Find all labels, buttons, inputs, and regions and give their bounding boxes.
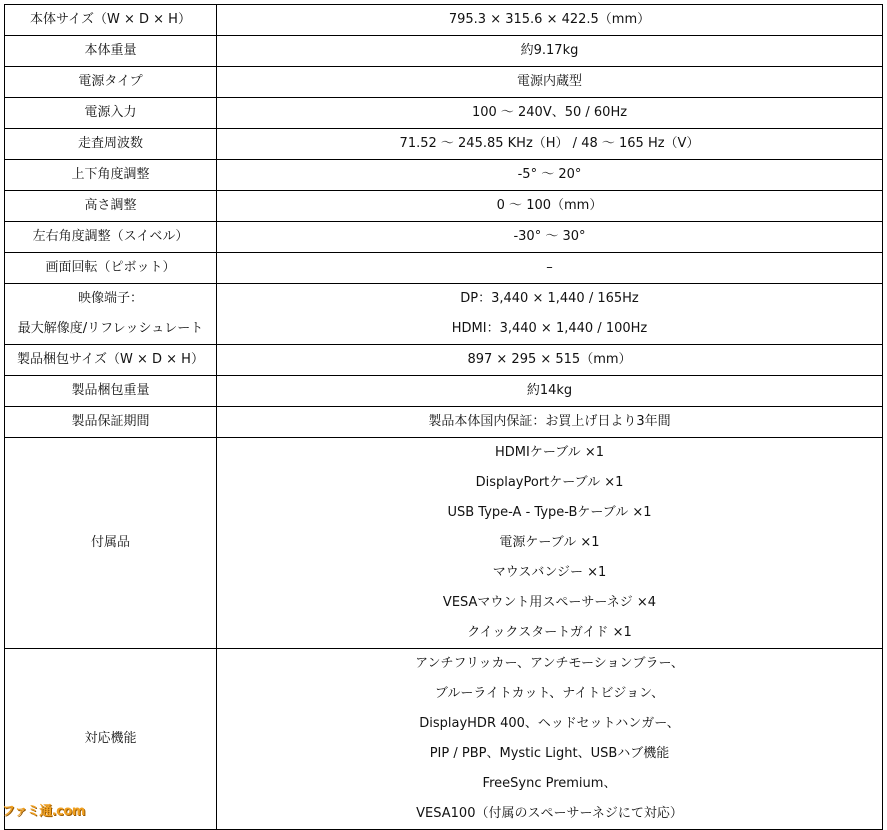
spec-value bbox=[217, 649, 883, 830]
spec-value: 製品本体国内保証：お買上げ日より3年間 bbox=[217, 407, 883, 438]
spec-label: 電源入力 bbox=[5, 98, 217, 129]
table-row bbox=[5, 5, 883, 36]
spec-label: 上下角度調整 bbox=[5, 160, 217, 191]
label-line: 映像端子： bbox=[77, 291, 143, 306]
spec-value: 0 ～ 100（mm） bbox=[217, 191, 883, 222]
value-line: DP：3,440 × 1,440 / 165Hz bbox=[460, 291, 639, 306]
spec-value: – bbox=[217, 253, 883, 284]
spec-value: 897 × 295 × 515（mm） bbox=[217, 345, 883, 376]
spec-table bbox=[4, 4, 883, 830]
label-line: 最大解像度/リフレッシュレート bbox=[17, 321, 204, 336]
feature-item: FreeSync Premium、 bbox=[482, 776, 617, 791]
table-row-features bbox=[5, 649, 883, 830]
spec-value: 795.3 × 315.6 × 422.5（mm） bbox=[217, 5, 883, 36]
feature-item: アンチフリッカー、アンチモーションブラー、 bbox=[415, 656, 684, 671]
accessory-item: VESAマウント用スペーサーネジ ×4 bbox=[442, 595, 657, 610]
spec-label: 走査周波数 bbox=[5, 129, 217, 160]
table-row bbox=[5, 191, 883, 222]
table-row bbox=[5, 253, 883, 284]
value-line: HDMI：3,440 × 1,440 / 100Hz bbox=[451, 321, 648, 336]
spec-value: -30° ～ 30° bbox=[217, 222, 883, 253]
spec-label: 高さ調整 bbox=[5, 191, 217, 222]
spec-value: 71.52 ～ 245.85 KHz（H） / 48 ～ 165 Hz（V） bbox=[217, 129, 883, 160]
spec-label: 画面回転（ピボット） bbox=[5, 253, 217, 284]
table-row bbox=[5, 407, 883, 438]
table-row-resolution bbox=[5, 284, 883, 345]
feature-item: VESA100（付属のスペーサーネジにて対応） bbox=[416, 806, 683, 821]
spec-label: 本体重量 bbox=[5, 36, 217, 67]
table-row bbox=[5, 376, 883, 407]
accessory-item: USB Type-A - Type-Bケーブル ×1 bbox=[447, 505, 652, 520]
spec-label: 付属品 bbox=[5, 438, 217, 649]
spec-label: 本体サイズ（W × D × H） bbox=[5, 5, 217, 36]
accessory-item: DisplayPortケーブル ×1 bbox=[475, 475, 624, 490]
spec-label: 左右角度調整（スイベル） bbox=[5, 222, 217, 253]
feature-item: PIP / PBP、Mystic Light、USBハブ機能 bbox=[429, 746, 670, 761]
watermark-logo: ファミ通.com bbox=[2, 804, 85, 819]
spec-label: 製品梱包重量 bbox=[5, 376, 217, 407]
table-row-accessories bbox=[5, 438, 883, 649]
table-row bbox=[5, 67, 883, 98]
spec-label: 電源タイプ bbox=[5, 67, 217, 98]
spec-value bbox=[217, 284, 883, 345]
table-row bbox=[5, 129, 883, 160]
spec-label: 対応機能 bbox=[5, 649, 217, 830]
accessory-item: 電源ケーブル ×1 bbox=[499, 535, 600, 550]
feature-item: ブルーライトカット、ナイトビジョン、 bbox=[434, 686, 665, 701]
spec-value: 約9.17kg bbox=[217, 36, 883, 67]
table-row bbox=[5, 160, 883, 191]
accessory-item: マウスバンジー ×1 bbox=[492, 565, 607, 580]
table-row bbox=[5, 36, 883, 67]
spec-label: 製品保証期間 bbox=[5, 407, 217, 438]
spec-value: 100 ～ 240V、50 / 60Hz bbox=[217, 98, 883, 129]
table-row bbox=[5, 345, 883, 376]
spec-value: 約14kg bbox=[217, 376, 883, 407]
spec-value: 電源内蔵型 bbox=[217, 67, 883, 98]
feature-item: DisplayHDR 400、ヘッドセットハンガー、 bbox=[419, 716, 680, 731]
spec-value bbox=[217, 438, 883, 649]
spec-label: 製品梱包サイズ（W × D × H） bbox=[5, 345, 217, 376]
spec-label bbox=[5, 284, 217, 345]
table-row bbox=[5, 222, 883, 253]
table-row bbox=[5, 98, 883, 129]
accessory-item: HDMIケーブル ×1 bbox=[495, 445, 604, 460]
spec-value: -5° ～ 20° bbox=[217, 160, 883, 191]
accessory-item: クイックスタートガイド ×1 bbox=[467, 625, 632, 640]
